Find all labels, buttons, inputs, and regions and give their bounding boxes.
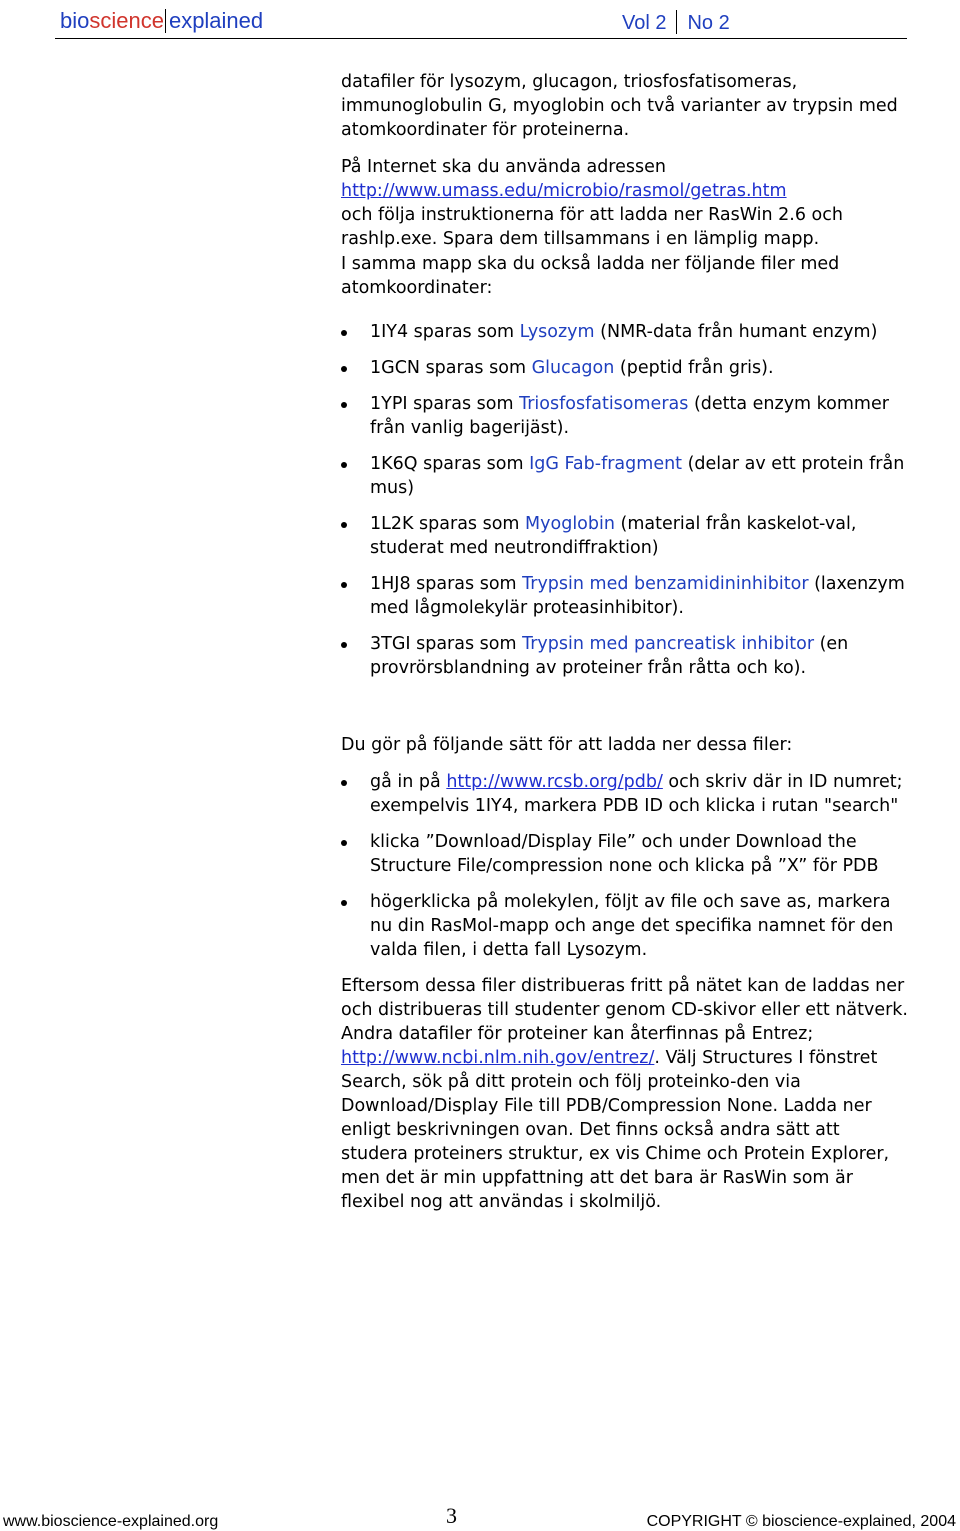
list-item: 1L2K sparas som Myoglobin (material från kaskelot-val, studerat med neutrondiffraktion): [341, 512, 911, 560]
footer-copyright: COPYRIGHT © bioscience-explained, 2004: [646, 1513, 956, 1530]
footer-website: www.bioscience-explained.org: [3, 1513, 219, 1530]
list-item: 1IY4 sparas som Lysozym (NMR-data från humant enzym): [341, 320, 911, 344]
instruction-list: [341, 770, 911, 962]
protein-name: Myoglobin: [525, 514, 615, 534]
issue-divider: [676, 10, 677, 34]
list-item: klicka ”Download/Display File” och under Download the Structure File/compression none och klicka på ”X” för PDB: [341, 830, 911, 878]
page-header: [55, 0, 907, 39]
paragraph-distribution: Eftersom dessa filer distribueras fritt på nätet kan de laddas ner och distribueras till studenter genom CD-skivor eller ett nätverk. Andra datafiler för proteiner kan återfinnas på Entrez; http://www.ncbi.nlm.nih.gov/entrez/. Välj Structures I fönstret Search, sök på ditt protein och följ proteinko-den via Download/Display File till PDB/Compression None. Ladda ner enligt beskrivningen ovan. Det finns också andra sätt att studera proteiners struktur, ex vis Chime och Protein Explorer, men det är min uppfattning att det bara är RasWin som är flexibel nog att användas i skolmiljö.: [341, 976, 908, 1212]
list-item: 1HJ8 sparas som Trypsin med benzamidininhibitor (laxenzym med lågmolekylär proteasinhibitor).: [341, 572, 911, 620]
list-item: 1YPI sparas som Triosfosfatisomeras (detta enzym kommer från vanlig bagerijäst).: [341, 392, 911, 440]
protein-name: Trypsin med pancreatisk inhibitor: [522, 634, 815, 654]
issue-info: [622, 10, 730, 35]
protein-name: Glucagon: [531, 358, 615, 378]
page-footer: [0, 1500, 960, 1530]
journal-logo: bioscience explained: [60, 8, 264, 33]
paragraph-datafiles: datafiler för lysozym, glucagon, triosfosfatisomeras, immunoglobulin G, myoglobin och två varianter av trypsin med atomkoordinater för proteinerna.: [341, 72, 898, 140]
list-item: 1K6Q sparas som IgG Fab-fragment (delar av ett protein från mus): [341, 452, 911, 500]
protein-name: IgG Fab-fragment: [529, 454, 683, 474]
list-item: 1GCN sparas som Glucagon (peptid från gris).: [341, 356, 911, 380]
paragraph-internet: På Internet ska du använda adressen http://www.umass.edu/microbio/rasmol/getras.htm och följa instruktionerna för att ladda ner RasWin 2.6 och rashlp.exe. Spara dem tillsammans i en lämplig mapp.: [341, 157, 843, 249]
file-list: [341, 320, 911, 680]
rcsb-link[interactable]: http://www.rcsb.org/pdb/: [446, 772, 663, 792]
paragraph-same-folder: I samma mapp ska du också ladda ner följande filer med atomkoordinater:: [341, 254, 840, 298]
entrez-link[interactable]: http://www.ncbi.nlm.nih.gov/entrez/: [341, 1048, 655, 1068]
logo-divider: [165, 9, 166, 33]
list-item: gå in på http://www.rcsb.org/pdb/ och skriv där in ID numret; exempelvis 1IY4, markera PDB ID och klicka i rutan "search": [341, 770, 911, 818]
paragraph-instructions-intro: Du gör på följande sätt för att ladda ner dessa filer:: [341, 735, 793, 755]
rasmol-link[interactable]: http://www.umass.edu/microbio/rasmol/getras.htm: [341, 181, 787, 201]
protein-name: Triosfosfatisomeras: [519, 394, 689, 414]
number-label: No 2: [687, 12, 730, 34]
article-body: [341, 70, 911, 1214]
protein-name: Lysozym: [519, 322, 595, 342]
list-item: högerklicka på molekylen, följt av file och save as, markera nu din RasMol-mapp och ange det specifika namnet för den valda filen, i detta fall Lysozym.: [341, 890, 911, 962]
list-item: 3TGI sparas som Trypsin med pancreatisk inhibitor (en provrörsblandning av proteiner från råtta och ko).: [341, 632, 911, 680]
page-number: 3: [446, 1503, 457, 1528]
protein-name: Trypsin med benzamidininhibitor: [522, 574, 809, 594]
volume-label: Vol 2: [622, 12, 667, 34]
